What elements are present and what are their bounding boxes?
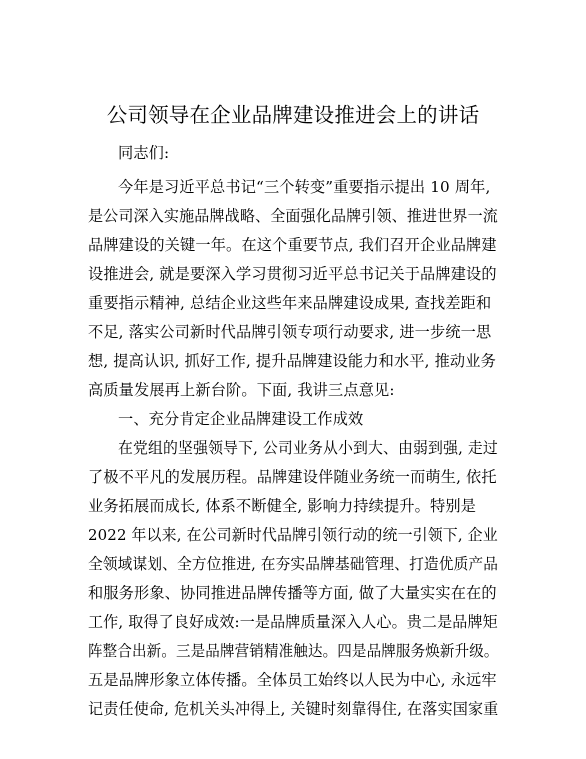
paragraph-line: 和服务形象、协同推进品牌传播等方面, 做了大量实实在在的: [88, 584, 497, 602]
paragraph-line: 重要指示精神, 总结企业这些年来品牌建设成果, 查找差距和: [88, 294, 492, 312]
paragraph-line: 品牌建设的关键一年。在这个重要节点, 我们召开企业品牌建: [88, 236, 497, 254]
paragraph-line: 不足, 落实公司新时代品牌引领专项行动要求, 进一步统一思: [88, 323, 492, 341]
paragraph-line: 设推进会, 就是要深入学习贯彻习近平总书记关于品牌建设的: [88, 265, 497, 283]
paragraph-line: 在党组的坚强领导下, 公司业务从小到大、由弱到强, 走过: [118, 439, 498, 457]
document-title: 公司领导在企业品牌建设推进会上的讲话: [106, 103, 480, 127]
paragraph-line: 想, 提高认识, 抓好工作, 提升品牌建设能力和水平, 推动业务: [88, 352, 496, 370]
paragraph-line: 业务拓展而成长, 体系不断健全, 影响力持续提升。特别是: [88, 497, 477, 515]
paragraph-line: 五是品牌形象立体传播。全体员工始终以人民为中心, 永远牢: [88, 671, 497, 689]
paragraph-line: 是公司深入实施品牌战略、全面强化品牌引领、推进世界一流: [88, 207, 498, 225]
paragraph-line: 工作, 取得了良好成效:一是品牌质量深入人心。贵二是品牌矩: [88, 613, 498, 631]
paragraph-line: 今年是习近平总书记“三个转变”重要指示提出 10 周年,: [118, 178, 491, 196]
paragraph-line: 阵整合出新。三是品牌营销精准触达。四是品牌服务焕新升级。: [88, 642, 499, 660]
paragraph-line: 高质量发展再上新台阶。下面, 我讲三点意见:: [88, 381, 395, 399]
paragraph-line: 2022 年以来, 在公司新时代品牌引领行动的统一引领下, 企业: [88, 526, 498, 544]
paragraph-line: 全领域谋划、全方位推进, 在夯实品牌基础管理、打造优质产品: [88, 555, 499, 573]
section-heading: 一、充分肯定企业品牌建设工作成效: [118, 410, 364, 428]
paragraph-line: 了极不平凡的发展历程。品牌建设伴随业务统一而萌生, 依托: [88, 468, 497, 486]
salutation: 同志们:: [118, 144, 170, 162]
paragraph-line: 记责任使命, 危机关头冲得上, 关键时刻靠得住, 在落实国家重: [88, 700, 499, 718]
